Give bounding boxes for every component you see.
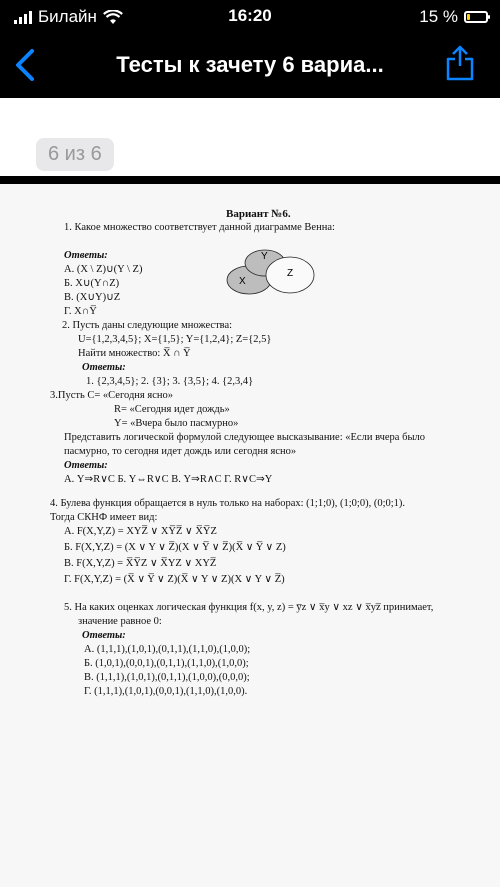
doc-line: Y= «Вчера было пасмурно»: [114, 418, 239, 429]
doc-line: Г. (1,1,1),(1,0,1),(0,0,1),(1,1,0),(1,0,0).: [84, 686, 248, 697]
doc-line: Б. F(X,Y,Z) = (X ∨ Y ∨ Z̅)(X ∨ Y̅ ∨ Z̅)(X̅ ∨ Y̅ ∨ Z): [64, 542, 286, 553]
document-page: [0, 184, 500, 887]
doc-line: Вариант №6.: [226, 208, 291, 220]
doc-line: А. (1,1,1),(1,0,1),(0,1,1),(1,1,0),(1,0,0);: [84, 644, 251, 655]
page-counter: 6 из 6: [36, 138, 114, 171]
doc-line: В. (1,1,1),(1,0,1),(0,1,1),(1,0,0),(0,0,0);: [84, 672, 250, 683]
doc-line: 2. Пусть даны следующие множества:: [62, 320, 233, 331]
doc-line: Тогда СКНФ имеет вид:: [50, 512, 158, 523]
doc-line: значение равное 0:: [78, 616, 162, 627]
status-bar: [0, 0, 500, 34]
doc-line: Представить логической формулой следующее высказывание: «Если вчера было: [64, 432, 425, 443]
doc-line: В. (X∪Y)∪Z: [64, 292, 121, 303]
doc-line: Ответы:: [64, 250, 108, 261]
venn-label-x: X: [239, 276, 246, 287]
venn-label-y: Y: [261, 251, 268, 262]
doc-line: Б. (1,0,1),(0,0,1),(0,1,1),(1,1,0),(1,0,0);: [84, 658, 249, 669]
doc-line: Ответы:: [64, 460, 108, 471]
battery-icon: [464, 11, 488, 23]
doc-line: А. F(X,Y,Z) = XYZ̅ ∨ XY̅Z̅ ∨ X̅Y̅Z: [64, 526, 217, 537]
doc-line: Ответы:: [82, 362, 126, 373]
previous-page-area: [0, 98, 500, 176]
doc-line: Г. X∩Y̅: [64, 306, 97, 317]
doc-line: 4. Булева функция обращается в нуль только на наборах: (1;1;0), (1;0;0), (0;0;1).: [50, 498, 406, 509]
doc-line: 3.Пусть С= «Сегодня ясно»: [50, 390, 173, 401]
doc-line: U={1,2,3,4,5}; X={1,5}; Y={1,2,4}; Z={2,5}: [78, 334, 272, 345]
carrier-name: Билайн: [38, 7, 97, 26]
doc-line: А. Y⇒R∨C Б. Y⇔R∨C В. Y⇒R∧C Г. R∨C⇒Y: [64, 474, 273, 485]
doc-line: пасмурно, то сегодня идет дождь или сегодня ясно»: [64, 446, 297, 457]
battery-status: [419, 7, 488, 27]
navigation-bar: [0, 34, 500, 98]
venn-label-z: Z: [287, 268, 294, 279]
doc-line: 1. {2,3,4,5}; 2. {3}; 3. {3,5}; 4. {2,3,4}: [86, 376, 254, 387]
doc-line: Б. X∪(Y∩Z): [64, 278, 120, 289]
back-chevron-icon[interactable]: [10, 48, 40, 82]
doc-line: 1. Какое множество соответствует данной диаграмме Венна:: [64, 222, 335, 233]
doc-line: Найти множество: X̅ ∩ Y̅: [78, 348, 191, 359]
battery-percent: 15 %: [419, 7, 458, 26]
share-icon[interactable]: [444, 44, 476, 82]
doc-line: R= «Сегодня идет дождь»: [114, 404, 230, 415]
doc-line: Ответы:: [82, 630, 126, 641]
doc-line: А. (X \ Z)∪(Y \ Z): [64, 264, 143, 275]
doc-line: Г. F(X,Y,Z) = (X̅ ∨ Y̅ ∨ Z)(X̅ ∨ Y ∨ Z)(X ∨ Y ∨ Z̅): [64, 574, 285, 585]
venn-diagram: [226, 244, 326, 298]
doc-line: В. F(X,Y,Z) = X̅Y̅Z ∨ X̅YZ ∨ XYZ̅: [64, 558, 217, 569]
doc-line: 5. На каких оценках логическая функция f(x, y, z) = y̅z ∨ x̅y ∨ xz ∨ x̅yz̅ принимает,: [64, 602, 434, 613]
clock: 16:20: [228, 6, 272, 25]
page-title: Тесты к зачету 6 вариа...: [116, 52, 384, 77]
battery-fill: [467, 14, 470, 20]
